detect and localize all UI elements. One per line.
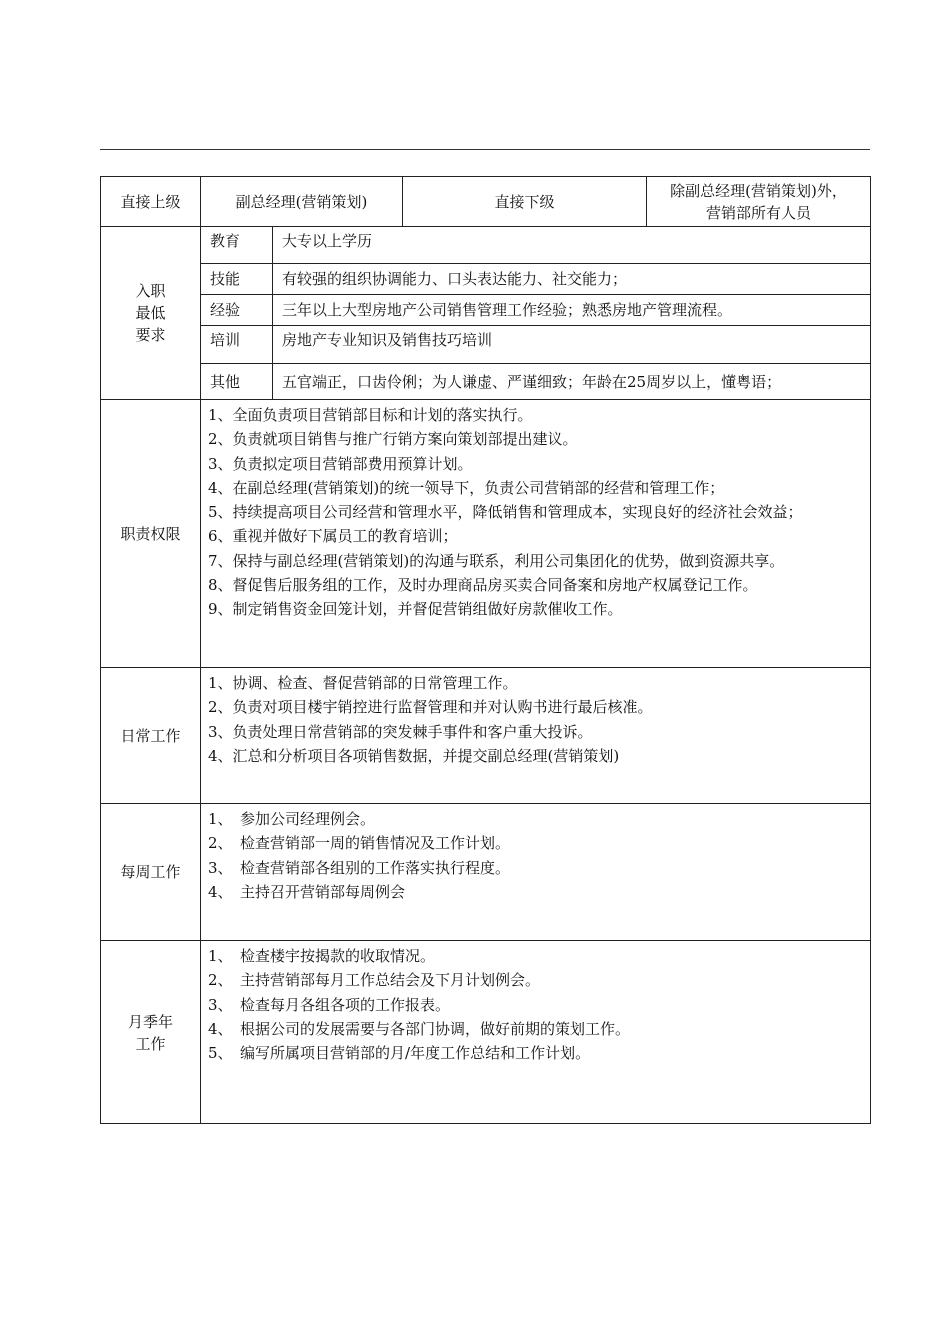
weekly-list	[201, 804, 871, 941]
subordinate-label: 直接下级	[403, 177, 647, 227]
weekly-item: 1、 参加公司经理例会。	[208, 810, 376, 828]
periodic-row	[101, 941, 871, 1124]
requirement-row-other	[101, 364, 871, 400]
requirements-label-line1: 入职	[135, 282, 166, 300]
other-value: 五官端正，口齿伶俐；为人谦虚、严谨细致；年龄在25周岁以上，懂粤语；	[273, 364, 871, 400]
experience-value: 三年以上大型房地产公司销售管理工作经验；熟悉房地产管理流程。	[273, 295, 871, 326]
weekly-item: 2、 检查营销部一周的销售情况及工作计划。	[208, 834, 511, 853]
subordinate-value	[647, 177, 871, 227]
duty-item: 9、制定销售资金回笼计划，并督促营销组做好房款催收工作。	[208, 600, 623, 619]
periodic-label-line2: 工作	[135, 1035, 166, 1053]
daily-item: 2、负责对项目楼宇销控进行监督管理和并对认购书进行最后核准。	[208, 698, 653, 717]
skills-value: 有较强的组织协调能力、口头表达能力、社交能力；	[273, 264, 871, 295]
job-description-table	[100, 176, 870, 1124]
daily-item: 4、汇总和分析项目各项销售数据，并提交副总经理(营销策划)	[208, 746, 620, 765]
duty-item: 6、重视并做好下属员工的教育培训；	[208, 527, 458, 546]
requirement-row-education	[101, 227, 871, 264]
periodic-label-line1: 月季年	[127, 1013, 173, 1031]
experience-label: 经验	[201, 295, 273, 326]
periodic-item: 4、 根据公司的发展需要与各部门协调，做好前期的策划工作。	[208, 1019, 631, 1038]
weekly-label: 每周工作	[101, 804, 201, 941]
periodic-item: 1、 检查楼宇按揭款的收取情况。	[208, 947, 436, 965]
duty-item: 1、全面负责项目营销部目标和计划的落实执行。	[208, 406, 533, 424]
header-rule	[100, 149, 870, 150]
daily-item: 1、协调、检查、督促营销部的日常管理工作。	[208, 674, 518, 692]
periodic-item: 2、 主持营销部每月工作总结会及下月计划例会。	[208, 971, 541, 990]
requirements-label-line2: 最低	[135, 304, 166, 322]
periodic-item: 5、 编写所属项目营销部的月/年度工作总结和工作计划。	[208, 1044, 591, 1063]
skills-label: 技能	[201, 264, 273, 295]
subordinate-value-line2: 营销部所有人员	[705, 203, 811, 222]
education-value: 大专以上学历	[273, 227, 871, 264]
weekly-row	[101, 804, 871, 941]
duties-row	[101, 400, 871, 668]
daily-row	[101, 668, 871, 804]
periodic-list	[201, 941, 871, 1124]
other-label: 其他	[201, 364, 273, 400]
daily-label: 日常工作	[101, 668, 201, 804]
superior-label: 直接上级	[101, 177, 201, 227]
superior-value: 副总经理(营销策划)	[201, 177, 403, 227]
duties-list	[201, 400, 871, 668]
weekly-item: 3、 检查营销部各组别的工作落实执行程度。	[208, 858, 511, 877]
weekly-item: 4、 主持召开营销部每周例会	[208, 882, 406, 901]
education-label: 教育	[201, 227, 273, 264]
duty-item: 5、持续提高项目公司经营和管理水平，降低销售和管理成本，实现良好的经济社会效益；	[208, 503, 803, 522]
duty-item: 3、负责拟定项目营销部费用预算计划。	[208, 454, 473, 473]
requirement-row-training	[101, 326, 871, 364]
subordinate-value-line1: 除副总经理(营销策划)外，	[670, 181, 847, 200]
periodic-label	[101, 941, 201, 1124]
superior-row	[101, 177, 871, 227]
duties-label: 职责权限	[101, 400, 201, 668]
daily-item: 3、负责处理日常营销部的突发棘手事件和客户重大投诉。	[208, 722, 593, 741]
requirement-row-skills	[101, 264, 871, 295]
requirements-label	[101, 227, 201, 400]
periodic-item: 3、 检查每月各组各项的工作报表。	[208, 995, 451, 1014]
training-value: 房地产专业知识及销售技巧培训	[273, 326, 871, 364]
requirements-label-line3: 要求	[135, 326, 166, 344]
duty-item: 8、督促售后服务组的工作，及时办理商品房买卖合同备案和房地产权属登记工作。	[208, 576, 758, 595]
duty-item: 2、负责就项目销售与推广行销方案向策划部提出建议。	[208, 430, 578, 449]
requirement-row-experience	[101, 295, 871, 326]
duty-item: 4、在副总经理(营销策划)的统一领导下，负责公司营销部的经营和管理工作；	[208, 478, 725, 497]
duty-item: 7、保持与副总经理(营销策划)的沟通与联系，利用公司集团化的优势，做到资源共享。	[208, 551, 785, 570]
daily-list	[201, 668, 871, 804]
training-label: 培训	[201, 326, 273, 364]
